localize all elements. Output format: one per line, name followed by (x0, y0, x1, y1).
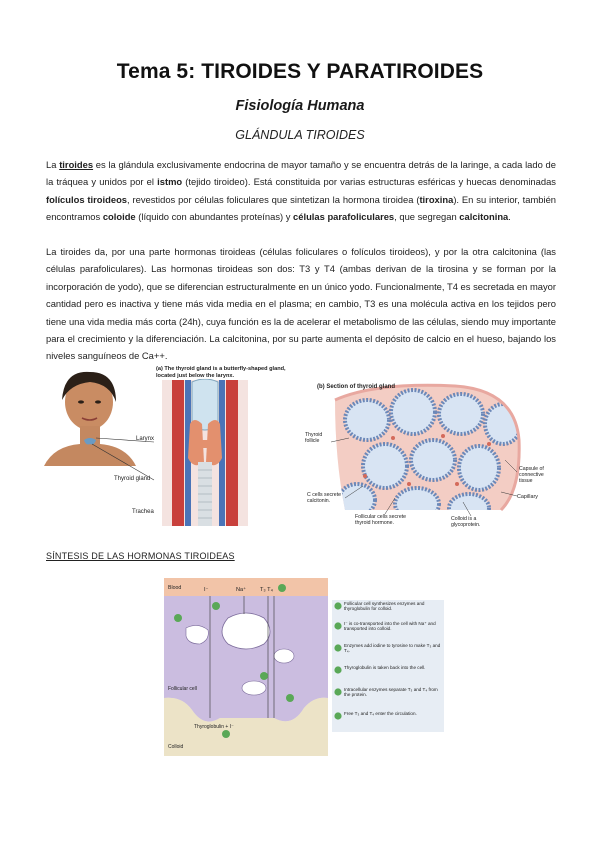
step-1: Follicular cell synthesizes enzymes and thyroglobulin for colloid. (344, 601, 425, 612)
step-5: Intracellular enzymes separate T₃ and T₄ from the protein. (344, 687, 438, 698)
step1-badge (334, 602, 341, 609)
paragraph-intro: La tiroides es la glándula exclusivamente endocrina de mayor tamaño y se encuentra detrás de la laringe, a cada lado de la tráquea y unidos por el istmo (tejido tiroideo). Está constituida por varias estructuras esféricas y huecas denominadas folículos tiroideos, revestidos por células foliculares que sintetizan la hormona tiroidea (tiroxina). En su interior, también encontramos coloide (líquido con abundantes proteínas) y células parafoliculares, que segregan calcitonina. (46, 159, 556, 223)
label-follicular-cell: Follicular cell (168, 686, 197, 692)
term-coloide: coloide (102, 211, 136, 223)
term-calcitonina: calcitonina (459, 211, 509, 223)
document-title: Tema 5: TIROIDES Y PARATIROIDES (116, 60, 484, 83)
label-trachea: Trachea (132, 509, 154, 515)
step6-badge (334, 712, 341, 719)
figure-thyroid-anatomy (44, 366, 294, 530)
label-capillary: Capillary (517, 494, 538, 500)
label-c-cells: C cells secrete calcitonin. (307, 492, 342, 504)
figure-hormone-synthesis (164, 578, 454, 756)
term-parafoliculares: células parafoliculares (293, 211, 395, 223)
paragraph-hormones: La tiroides da, por una parte hormonas tiroideas (células foliculares o folículos tiroideos), y por la otra calcitonina (las células parafoliculares). Las hormonas tiroideas son dos: T3 y T4 (ambas derivan de la tirosina y se forman por la incorporación de yodo), que se diferencian estructuralmente en un único yodo. Funcionalmente, T4 es secretada en mayor cantidad pero es inactiva y tiene más vida media en el plasma; en cambio, T3 es una molécula activa en los tejidos pero tiene una vida media más corta (24h), cuya función es la de acelerar el metabolismo de las células, siendo muy importante para el crecimiento y la diferenciación. La calcitonina, por su parte aumenta el depósito de calcio en el hueso, bajando los niveles sanguíneos de Ca++. (46, 246, 556, 362)
term-istmo: istmo (157, 176, 183, 188)
step-2: I⁻ is co-transported into the cell with Na⁺ and transported into colloid. (344, 621, 436, 632)
label-thyroid-gland: Thyroid gland (114, 476, 151, 482)
step-3: Enzymes add iodine to tyrosine to make T₃ and T₄. (344, 643, 441, 654)
label-thyroglobulin: Thyroglobulin + I⁻ (194, 724, 234, 730)
label-larynx: Larynx (136, 436, 155, 442)
term-tiroxina: tiroxina (419, 193, 454, 205)
label-colloid-3: Colloid (168, 744, 184, 750)
label-colloid: Colloid is a glycoprotein. (451, 516, 481, 528)
step-6: Free T₃ and T₄ enter the circulation. (344, 711, 417, 716)
step3-badge (334, 644, 341, 651)
step-4: Thyroglobulin is taken back into the cell. (344, 665, 426, 670)
label-iodide: I⁻ (204, 587, 209, 593)
label-thyroid-follicle: Thyroid follicle (305, 432, 323, 444)
term-tiroides: tiroides (59, 159, 94, 170)
document-subtitle: Fisiología Humana (235, 98, 365, 114)
label-follicular-cells: Follicular cells secrete thyroid hormone. (355, 514, 407, 526)
figure-thyroid-section (305, 380, 557, 538)
section-heading: GLÁNDULA TIROIDES (235, 128, 365, 142)
step2-badge (334, 622, 341, 629)
label-sodium: Na⁺ (236, 587, 247, 593)
label-t3t4: T₃ T₄ (260, 587, 273, 593)
label-blood: Blood (168, 585, 182, 591)
synthesis-heading: SÍNTESIS DE LAS HORMONAS TIROIDEAS (46, 551, 235, 561)
label-capsule: Capsule of connective tissue (519, 466, 544, 484)
step4-badge (334, 666, 341, 673)
term-foliculos: folículos tiroideos (46, 193, 128, 205)
figure1-caption: (a) The thyroid gland is a butterfly-shaped gland, located just below the larynx. (154, 366, 294, 379)
step5-badge (334, 688, 341, 695)
figure2-caption: (b) Section of thyroid gland (317, 384, 395, 390)
